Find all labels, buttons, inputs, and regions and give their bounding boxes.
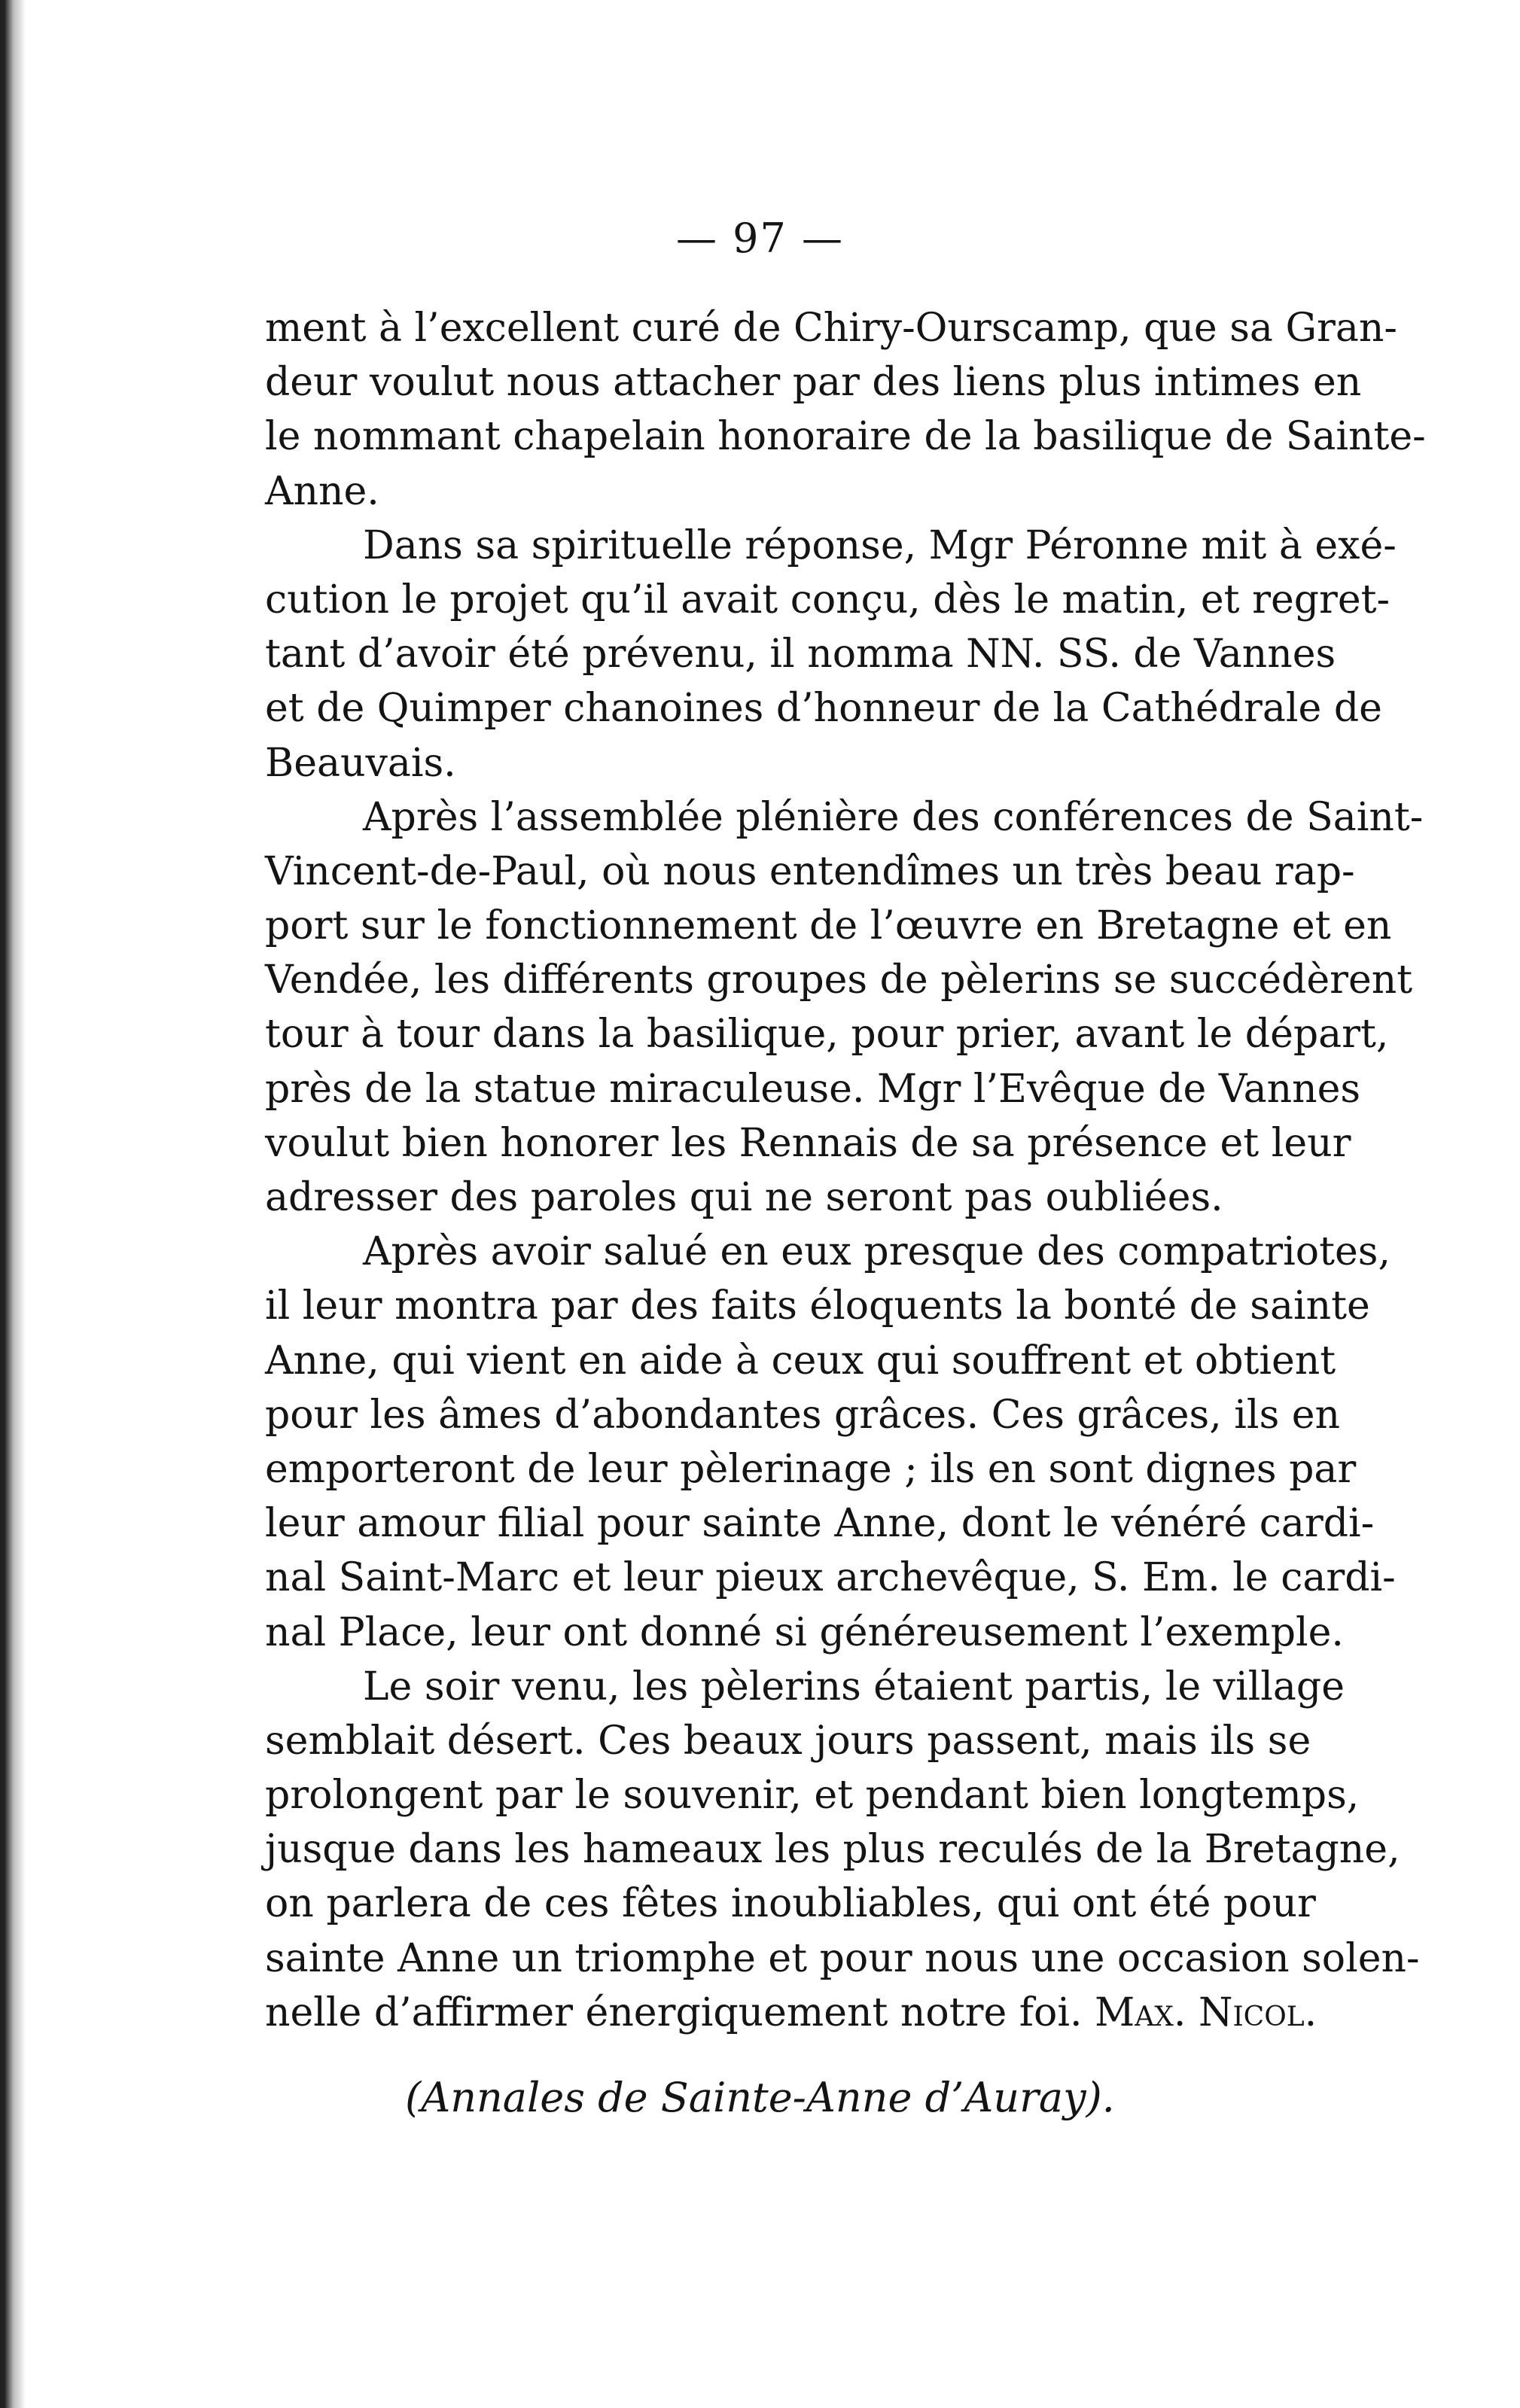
text-line: jusque dans les hameaux les plus reculés de la Bretagne, bbox=[265, 1827, 1400, 1873]
page-number: — 97 — bbox=[675, 215, 845, 262]
text-line: Anne, qui vient en aide à ceux qui souffrent et obtient bbox=[265, 1338, 1336, 1384]
text-line: tour à tour dans la basilique, pour prier, avant le départ, bbox=[265, 1012, 1389, 1058]
text-line: prolongent par le souvenir, et pendant bien longtemps, bbox=[265, 1773, 1360, 1819]
text-line: leur amour filial pour sainte Anne, dont le vénéré cardi- bbox=[265, 1501, 1375, 1547]
text-line: le nommant chapelain honoraire de la basilique de Sainte- bbox=[265, 414, 1426, 460]
text-line: Le soir venu, les pèlerins étaient partis, le village bbox=[363, 1664, 1345, 1709]
text-line: Dans sa spirituelle réponse, Mgr Péronne mit à exé- bbox=[363, 522, 1397, 568]
text-line: cution le projet qu’il avait conçu, dès le matin, et regret- bbox=[265, 577, 1391, 623]
text-line: Anne. bbox=[265, 468, 379, 514]
source-citation: (Annales de Sainte-Anne d’Auray). bbox=[405, 2074, 1115, 2121]
text-line: Vendée, les différents groupes de pèlerins se succédèrent bbox=[265, 957, 1413, 1003]
text-line: pour les âmes d’abondantes grâces. Ces grâces, ils en bbox=[265, 1392, 1341, 1438]
author-signature: Max. Nicol. bbox=[1095, 1989, 1317, 2035]
text-line: près de la statue miraculeuse. Mgr l’Evêque de Vannes bbox=[265, 1066, 1361, 1112]
text-line-with-signature bbox=[265, 1986, 1317, 2040]
text-line: emporteront de leur pèlerinage ; ils en sont dignes par bbox=[265, 1446, 1357, 1492]
text-line: tant d’avoir été prévenu, il nomma NN. SS. de Vannes bbox=[265, 632, 1336, 677]
text-line: voulut bien honorer les Rennais de sa présence et leur bbox=[265, 1120, 1351, 1166]
article-body bbox=[265, 301, 1426, 2040]
text-line: nelle d’affirmer énergiquement notre foi. bbox=[265, 1989, 1083, 2035]
text-line: ment à l’excellent curé de Chiry-Ourscamp, que sa Gran- bbox=[265, 306, 1397, 351]
text-line: nal Saint-Marc et leur pieux archevêque, S. Em. le cardi- bbox=[265, 1555, 1396, 1601]
text-line: on parlera de ces fêtes inoubliables, qui ont été pour bbox=[265, 1881, 1316, 1927]
text-line: sainte Anne un triomphe et pour nous une occasion solen- bbox=[265, 1935, 1420, 1981]
text-line: adresser des paroles qui ne seront pas oubliées. bbox=[265, 1175, 1223, 1220]
text-line: semblait désert. Ces beaux jours passent, mais ils se bbox=[265, 1718, 1311, 1764]
text-line: Beauvais. bbox=[265, 740, 456, 786]
text-line: et de Quimper chanoines d’honneur de la Cathédrale de bbox=[265, 686, 1382, 732]
text-line: port sur le fonctionnement de l’œuvre en Bretagne et en bbox=[265, 903, 1392, 949]
text-line: Vincent-de-Paul, où nous entendîmes un très beau rap- bbox=[265, 848, 1355, 894]
text-line: nal Place, leur ont donné si généreusement l’exemple. bbox=[265, 1609, 1344, 1655]
page-binding-edge bbox=[0, 0, 26, 2408]
text-line: il leur montra par des faits éloquents la bonté de sainte bbox=[265, 1283, 1370, 1329]
text-line: Après l’assemblée plénière des conférences de Saint- bbox=[363, 794, 1424, 840]
text-line: deur voulut nous attacher par des liens plus intimes en bbox=[265, 360, 1362, 406]
text-line: Après avoir salué en eux presque des compatriotes, bbox=[363, 1229, 1391, 1275]
